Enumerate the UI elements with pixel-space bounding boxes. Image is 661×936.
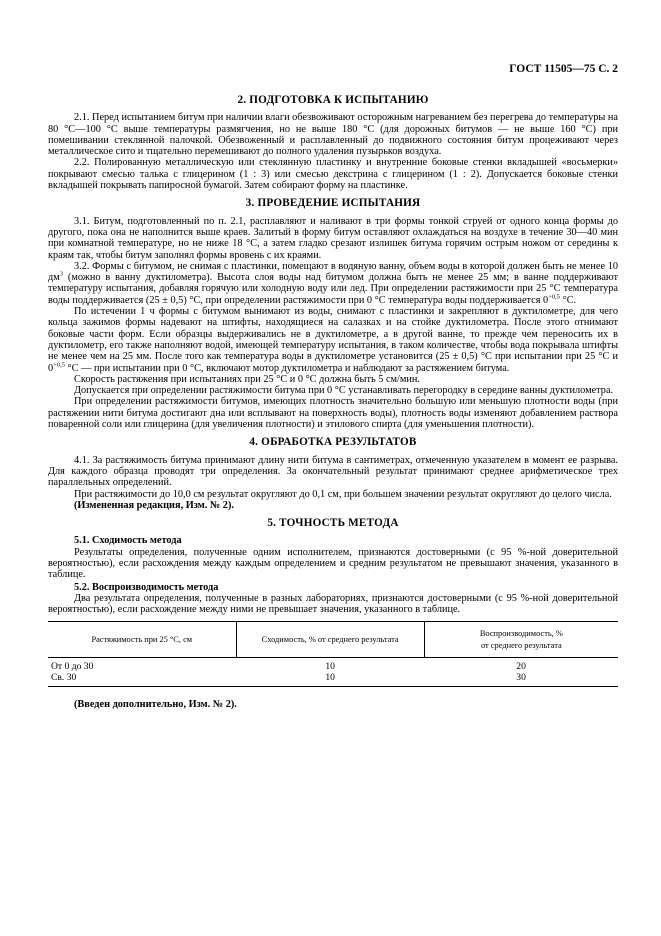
table-cell-reproducibility: 30: [424, 673, 618, 687]
amendment-note: (Измененная редакция, Изм. № 2).: [74, 499, 234, 511]
paragraph-5-1: Результаты определения, полученные одним исполнителем, признаются достоверными (с 95 %-ной доверительной вероятностью), если расхождения между каждым определением и средним результатом не превышают значения, указанного в таблице.: [48, 546, 618, 581]
table-cell-convergence: 10: [325, 661, 335, 673]
section-2-title: 2. ПОДГОТОВКА К ИСПЫТАНИЮ: [237, 94, 429, 106]
document-body: [48, 58, 618, 710]
section-5-title: 5. ТОЧНОСТЬ МЕТОДА: [267, 517, 399, 530]
page-header: ГОСТ 11505—75 С. 2: [509, 63, 618, 75]
table-header-range: Растяжимость при 25 °С, см: [48, 622, 236, 658]
paragraph-3-2: 3.2. Формы с битумом, не снимая с пластинки, помещают в водяную ванну, объем воды в которой должен быть не менее 10 $дм^3$ (можно в ванну дуктилометра). Высота слоя воды над битумом должна быть не менее 25 мм; в ванне поддерживают температуру испытания, добавляя горячую или холодную воду или лед. При определении растяжимости при 25 °С температура воды поддерживается (25 ± 0,5) °С, при определении растяжимости при 0 °С температура воды поддерживается $0^{+0,5}$ °С.: [48, 260, 618, 306]
paragraph-3-6: При определении растяжимости битумов, имеющих плотность значительно большую или меньшую плотности воды (при растяжении нити битума достигают дна или всплывают на поверхность воды), плотность воды изменяют добавлением раствора поваренной соли или глицерина (для увеличения плотности) и этилового спирта (для уменьшения плотности).: [48, 396, 618, 431]
table-row: [48, 673, 618, 687]
subsection-5-1-title: 5.1. Сходимость метода: [74, 535, 182, 547]
table-cell-range: От 0 до 30: [51, 661, 94, 673]
table-cell-range: Св. 30: [48, 673, 236, 687]
paragraph-2-1: 2.1. Перед испытанием битум при наличии влаги обезвоживают осторожным нагреванием без перегрева до температуры на 80 °С—100 °С выше температуры размягчения, но не выше 180 °С (для дорожных битумов — не выше 160 °С) при помешивании стеклянной палочкой. Обезвоженный и расплавленный до подвижного состояния битум процеживают через металлическое сито и тщательно перемешивают до полного удаления пузырьков воздуха.: [48, 112, 618, 158]
paragraph-4-1: 4.1. За растяжимость битума принимают длину нити битума в сантиметрах, отмеченную указателем в момент ее разрыва. Для каждого образца проводят три определения. За окончательный результат принимают среднее арифметическое трех параллельных определений.: [48, 454, 618, 489]
table-cell-convergence: 10: [236, 673, 424, 687]
paragraph-3-1: 3.1. Битум, подготовленный по п. 2.1, расплавляют и наливают в три формы тонкой струей от одного конца формы до другого, пока она не наполнится выше краев. Залитый в форму битум оставляют охлаждаться на воздухе в течение 30—40 мин при комнатной температуре, но не ниже 18 °С, а затем гладко срезают излишек битума горячим острым ножом от середины к краям так, чтобы битум заполнял формы вровень с их краями.: [48, 215, 618, 261]
paragraph-5-2: Два результата определения, полученные в разных лабораториях, признаются достоверными (с 95 %-ной доверительной вероятностью), если расхождение между ними не превышает значения, указанного в таблице.: [48, 592, 618, 616]
footnote: (Введен дополнительно, Изм. № 2).: [74, 699, 237, 711]
section-4-title: 4. ОБРАБОТКА РЕЗУЛЬТАТОВ: [249, 436, 417, 449]
paragraph-3-5: Допускается при определении растяжимости битума при 0 °С устанавливать перегородку в середине ванны дуктилометра.: [74, 385, 614, 397]
subsection-5-2-title: 5.2. Воспроизводимость метода: [74, 581, 219, 593]
table-row: [48, 658, 618, 673]
table-header-reproducibility: Воспроизводимость, % от среднего результата: [424, 622, 618, 658]
precision-table: [48, 621, 618, 687]
paragraph-2-2: 2.2. Полированную металлическую или стеклянную пластинку и внутренние боковые стенки вкладышей «восьмерки» покрывают смесью талька с глицерином (1 : 3) или смесью декстрина с глицерином (1 : 2). Допускается боковые стенки вкладышей покрывать папиросной бумагой. Затем собирают форму на пластинке.: [48, 157, 618, 192]
paragraph-3-4: Скорость растяжения при испытаниях при 25 °С и 0 °С должна быть 5 см/мин.: [74, 373, 420, 385]
table-header-row: [48, 622, 618, 658]
table-cell-reproducibility: 20: [516, 661, 526, 673]
table-header-convergence: Сходимость, % от среднего результата: [236, 622, 424, 658]
section-3-title: 3. ПРОВЕДЕНИЕ ИСПЫТАНИЯ: [245, 197, 421, 210]
paragraph-3-3: По истечении 1 ч формы с битумом вынимают из воды, снимают с пластинки и закрепляют в дуктилометре, для чего кольца зажимов формы надевают на штифты, находящиеся на салазках и на стойке дуктилометра. После этого отнимают боковые части форм. Если образцы выдерживались не в дуктилометре, а в другой ванне, то прежде чем переносить их в дуктилометр, его также наполняют водой, имеющей температуру испытания, в таком количестве, чтобы вода покрывала штифты не менее чем на 25 мм. После того как температура воды в дуктилометре установится (25 ± 0,5) °С при испытании при 25 °С и $0^{+0,5}$ °С — при испытании при 0 °С, включают мотор дуктилометра и наблюдают за растяжением битума.: [48, 306, 618, 374]
paragraph-4-2: При растяжимости до 10,0 см результат округляют до 0,1 см, при большем значении результат округляют до целого числа.: [74, 488, 612, 500]
